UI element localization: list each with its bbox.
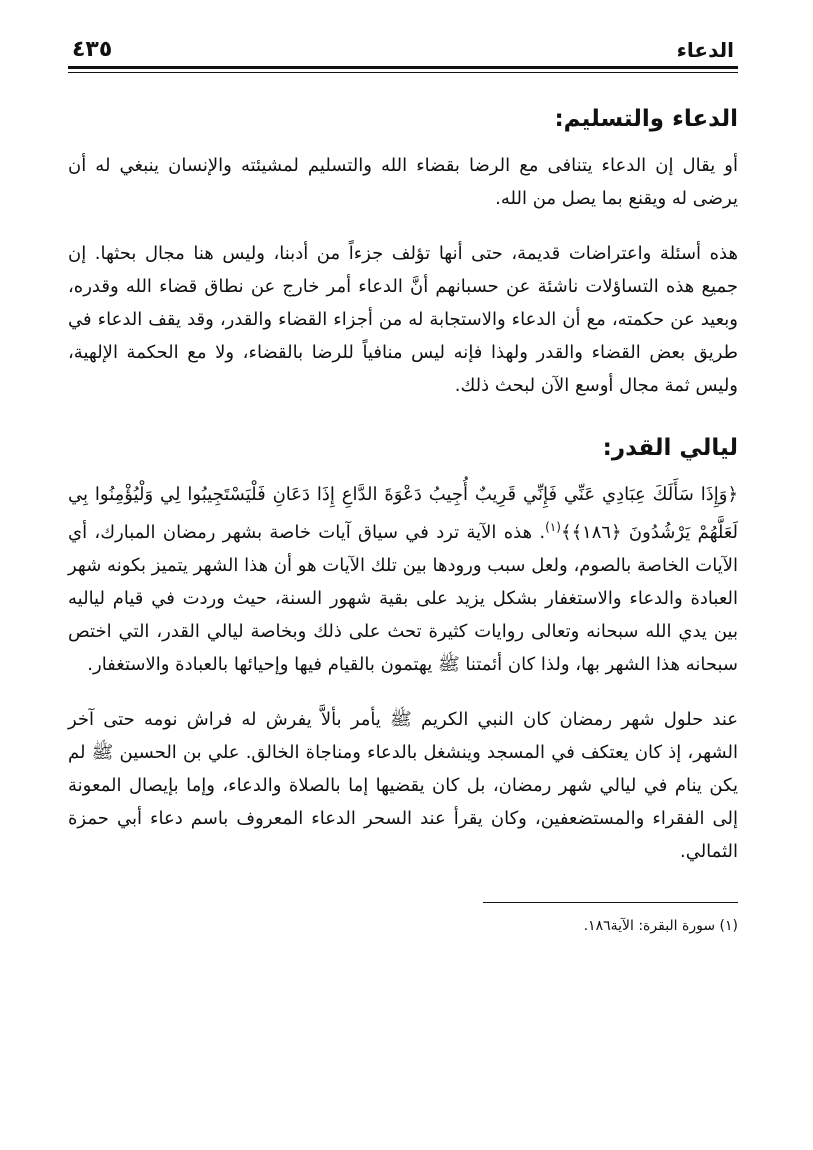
running-title: الدعاء (676, 38, 734, 62)
footnote-rule (483, 902, 738, 903)
section-heading-prayer-submission: الدعاء والتسليم: (554, 106, 738, 132)
paragraph-with-verse (68, 478, 738, 681)
paragraph: عند حلول شهر رمضان كان النبي الكريم ﷺ يأمر بألاَّ يفرش له فراش نومه حتى آخر الشهر، إذ كان يعتكف في المسجد وينشغل بالدعاء ومناجاة الخالق. علي بن الحسين ﷺ لم يكن ينام في ليالي شهر رمضان، بل كان يقضيها إما بالصلاة والدعاء، وإما بإيصال المعونة إلى الفقراء والمستضعفين، وكان يقرأ عند السحر الدعاء المعروف باسم دعاء أبي حمزة الثمالي. (68, 709, 738, 863)
footnote: (١) سورة البقرة: الآية١٨٦. (583, 918, 738, 935)
paragraph: هذه أسئلة واعتراضات قديمة، حتى أنها تؤلف جزءاً من أدبنا، وليس هنا مجال بحثها. إن جميع هذه التساؤلات ناشئة عن حسبانهم أنَّ الدعاء أمر خارج عن نطاق قضاء الله وقدره، وبعيد عن حكمته، مع أن الدعاء والاستجابة له من أجزاء القضاء والقدر، وقد يقف الدعاء في طريق بعض القضاء والقدر ولهذا فإنه ليس منافياً للرضا بالقضاء، ولا مع الحكمة الإلهية، وليس ثمة مجال أوسع الآن لبحث ذلك. (68, 243, 738, 397)
footnote-marker[interactable]: (١) (545, 520, 561, 535)
quran-verse: ﴿وَإِذَا سَأَلَكَ عِبَادِي عَنِّي فَإِنِّي قَرِيبٌ أُجِيبُ دَعْوَةَ الدَّاعِ إِذَا دَعَانِ فَلْيَسْتَجِيبُوا لِي وَلْيُؤْمِنُوا بِي لَعَلَّهُمْ يَرْشُدُونَ ﴿١٨٦﴾﴾ (68, 484, 738, 544)
section-heading-laylat-al-qadr: ليالي القدر: (602, 435, 738, 462)
book-page (68, 30, 738, 937)
header-rule (68, 66, 738, 73)
paragraph: أو يقال إن الدعاء يتنافى مع الرضا بقضاء الله والتسليم لمشيئته والإنسان ينبغي له أن يرضى له ويقنع بما يصل من الله. (68, 155, 738, 210)
paragraph-text: . هذه الآية ترد في سياق آيات خاصة بشهر رمضان المبارك، أي الآيات الخاصة بالصوم، ولعل سبب ورودها بين تلك الآيات هو أن هذا الشهر يتميز بكونه شهر العبادة والدعاء والاستغفار بشكل يزيد على بقية شهور السنة، حيث وردت في قيام لياليه بين يدي الله سبحانه وتعالى روايات كثيرة تحث على ذلك وبخاصة ليالي القدر، التي اختص سبحانه هذا الشهر بها، ولذا كان أئمتنا ﷺ يهتمون بالقيام فيها وإحيائها بالعبادة والاستغفار. (68, 522, 738, 676)
running-header (68, 30, 738, 62)
page-number: ٤٣٥ (72, 37, 113, 62)
